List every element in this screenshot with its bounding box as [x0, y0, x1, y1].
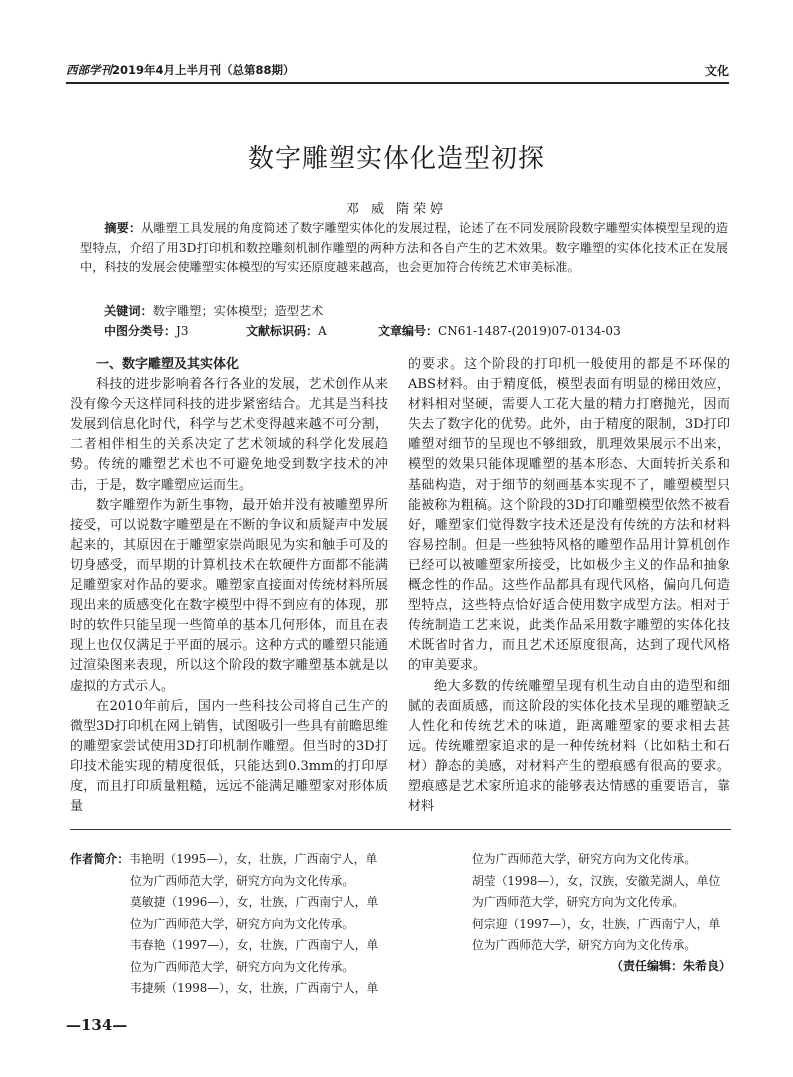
responsible-editor: （责任编辑：朱希良）: [610, 959, 731, 973]
bio-line: 位为广西师范大学，研究方向为文化传承。: [130, 959, 355, 974]
bio-line: 为广西师范大学，研究方向为文化传承。: [472, 895, 685, 909]
paragraph: 的要求。这个阶段的打印机一般使用的都是不环保的ABS材料。由于精度低，模型表面有明显的梯田效应，材料相对坚硬，需要人工花大量的精力打磨抛光，因而失去了数字化的优势。此外，由于精度的限制，3D打印雕塑对细节的呈现也不够细致，肌理效果展示不出来，模型的效果只能体现雕塑的基本形态、大面转折关系和基础构造，对于细节的刻画基本实现不了，雕塑模型只能被称为粗稿。这个阶段的3D打印雕塑模型依然不被看好，雕塑家们觉得数字技术还是没有传统的方法和材料容易控制。但是一些独特风格的雕塑作品用计算机创作已经可以被雕塑家所接受，比如极少主义的作品和抽象概念性的作品。这些作品都具有现代风格，偏向几何造型特点，这些特点恰好适合使用数字成型方法。相对于传统制造工艺来说，此类作品采用数字雕塑的实体化技术既省时省力，而且艺术还原度很高，达到了现代风格的审美要求。: [408, 357, 730, 674]
author-bio-left: [70, 849, 378, 1000]
paragraph: 绝大多数的传统雕塑呈现有机生动自由的造型和细腻的表面质感，而这阶段的实体化技术呈现的雕塑缺乏人性化和传统艺术的味道，距离雕塑家的要求相去甚远。传统雕塑家追求的是一种传统材料（比如粘土和石材）静态的美感，对材料产生的塑痕感有很高的要求。塑痕感是艺术家所追求的能够表达情感的重要语言，靠材料: [408, 678, 730, 815]
bio-line: 何宗迎（1997—），女，壮族，广西南宁人，单: [472, 916, 721, 931]
bio-line: 位为广西师范大学，研究方向为文化传承。: [472, 938, 697, 952]
keywords-text: 数字雕塑；实体模型；造型艺术: [152, 304, 324, 318]
bio-line: 韦捷频（1998—），女，壮族，广西南宁人，单: [130, 981, 379, 995]
keywords-label: 关键词：: [104, 304, 153, 318]
document-code-value: A: [318, 324, 327, 338]
article-number: [378, 322, 621, 339]
keywords: [104, 302, 323, 319]
abstract-label: 摘要：: [104, 221, 142, 235]
running-header: [66, 62, 295, 78]
bio-line: 韦艳明（1995—），女，壮族，广西南宁人，单: [129, 852, 378, 866]
bio-line: 胡莹（1998—），女，汉族，安徽芜湖人，单位: [472, 873, 721, 888]
body-column-left: [70, 355, 388, 817]
footnote-rule: [70, 829, 731, 830]
paragraph: 科技的进步影响着各行各业的发展，艺术创作从来没有像今天这样同科技的进步紧密结合。尤其是当科技发展到信息化时代，科学与艺术变得越来越不可分割，二者相伴相生的关系决定了艺术领域的科学化发展趋势。传统的雕塑艺术也不可避免地受到数字技术的冲击，于是，数字雕塑应运而生。: [70, 377, 388, 493]
abstract: [80, 219, 728, 278]
abstract-text: 从雕塑工具发展的角度简述了数字雕塑实体化的发展过程，论述了在不同发展阶段数字雕塑实体模型呈现的造型特点，介绍了用3D打印机和数控雕刻机制作雕塑的两种方法和各自产生的艺术效果。数字雕塑的实体化技术正在发展中，科技的发展会使雕塑实体模型的写实还原度越来越高，也会更加符合传统艺术审美标准。: [80, 221, 729, 275]
bio-line: 莫敏捷（1996—），女，壮族，广西南宁人，单: [130, 895, 379, 909]
bio-line: 位为广西师范大学，研究方向为文化传承。: [472, 852, 697, 866]
section-heading: 一、数字雕塑及其实体化: [96, 357, 240, 372]
issue-info: 2019年4月上半月刊（总第88期）: [112, 63, 295, 77]
document-code-label: 文献标识码：: [246, 324, 319, 338]
paragraph: 在2010年前后，国内一些科技公司将自己生产的微型3D打印机在网上销售，试图吸引一些具有前瞻思维的雕塑家尝试使用3D打印机制作雕塑。但当时的3D打印技术能实现的精度很低，只能达到0.3mm的打印厚度，而且打印质量粗糙，远远不能满足雕塑家对形体质量: [70, 698, 388, 815]
classification-label: 中图分类号：: [104, 324, 177, 338]
bio-line: 位为广西师范大学，研究方向为文化传承。: [130, 916, 355, 931]
page-number: —134—: [66, 1016, 128, 1034]
header-rule: [66, 82, 729, 84]
article-authors: 邓 威 隋荣婷: [345, 202, 448, 217]
classification-value: J3: [176, 324, 189, 338]
paragraph: 数字雕塑作为新生事物，最开始并没有被雕塑界所接受，可以说数字雕塑是在不断的争议和质疑声中发展起来的，其原因在于雕塑家崇尚眼见为实和触手可及的切身感受，而早期的计算机技术在软硬件方面都不能满足雕塑家对作品的要求。雕塑家直接面对传统材料所展现出来的质感变化在数字模型中得不到应有的体现，那时的软件只能呈现一些简单的基本几何形体，而且在表现上也仅仅满足于平面的展示。这种方式的雕塑只能通过渲染图来表现，所以这个阶段的数字雕塑基本就是以虚拟的方式示人。: [70, 497, 388, 694]
journal-name: 西部学刊: [66, 63, 112, 77]
bio-line: 韦春艳（1997—），女，壮族，广西南宁人，单: [130, 938, 379, 952]
article-number-value: CN61-1487-(2019)07-0134-03: [438, 324, 621, 338]
bio-line: 位为广西师范大学，研究方向为文化传承。: [130, 873, 355, 888]
section-label: 文化: [704, 64, 729, 78]
author-bio-right: [410, 849, 720, 957]
article-number-label: 文章编号：: [378, 324, 439, 338]
document-code: [246, 322, 327, 339]
author-bio-label: 作者简介：: [70, 852, 129, 866]
article-title: 数字雕塑实体化造型初探: [247, 144, 545, 174]
body-column-right: [408, 355, 730, 817]
classification-number: [104, 322, 188, 339]
